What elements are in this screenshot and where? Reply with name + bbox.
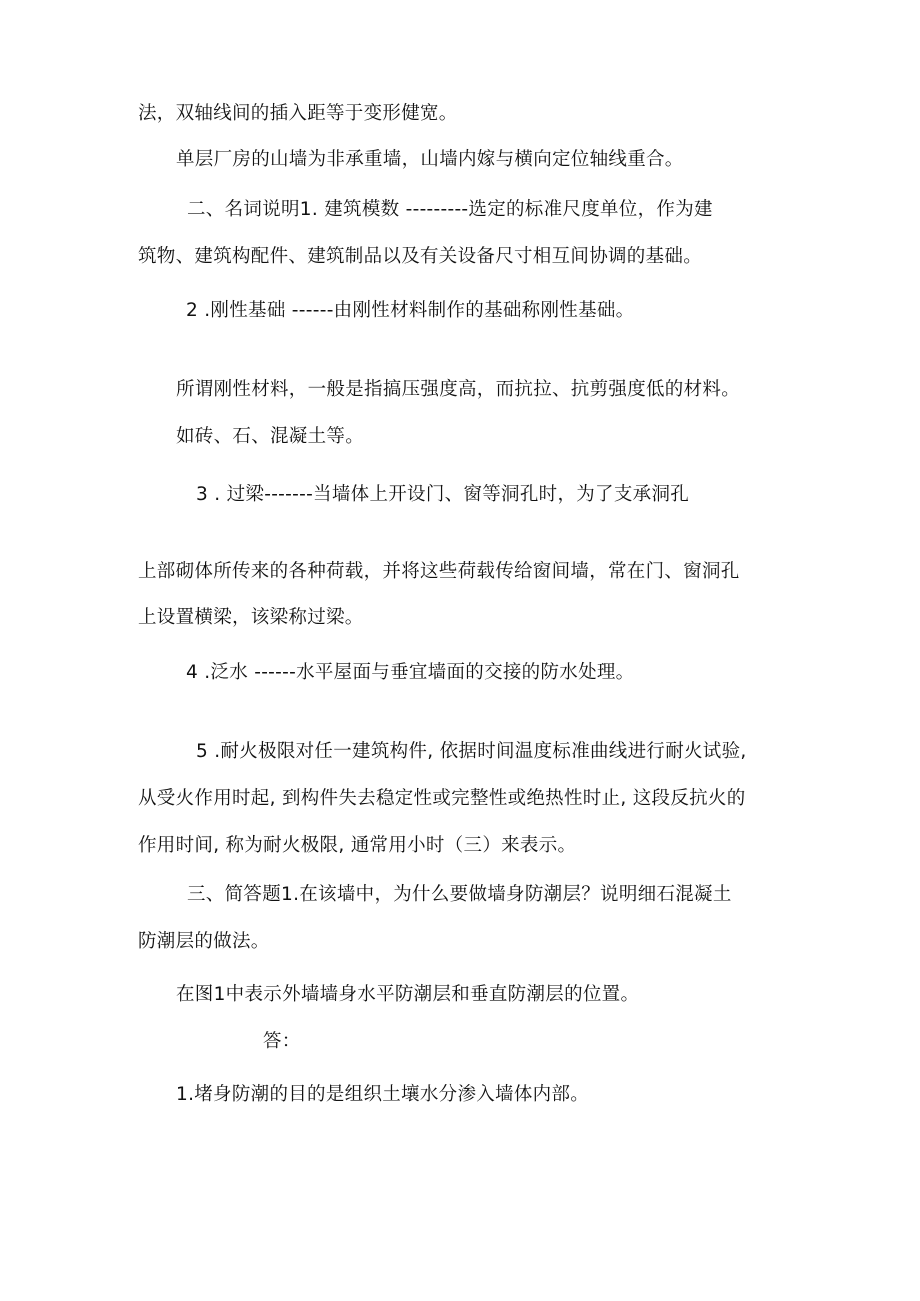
text-line-13: 从受火作用时起, 到构件失去稳定性或完整性或绝热性时止, 这段反抗火的 — [138, 788, 746, 809]
text-line-17: 在图1中表示外墙墙身水平防潮层和垂直防潮层的位置。 — [176, 984, 640, 1005]
text-line-10: 上设置横梁，该梁称过梁。 — [138, 607, 364, 628]
text-line-16: 防潮层的做法。 — [138, 931, 270, 952]
text-line-2: 单层厂房的山墙为非承重墙，山墙内嫁与横向定位轴线重合。 — [176, 149, 684, 170]
answer-label: 答： — [263, 1031, 301, 1052]
definition-flashing: 4 .泛水 ------水平屋面与垂宜墙面的交接的防水处理。 — [186, 662, 635, 683]
text-line-19: 1.堵身防潮的目的是组织土壤水分渗入墙体内部。 — [176, 1084, 590, 1105]
definition-rigid-foundation: 2 .刚性基础 ------由刚性材料制作的基础称刚性基础。 — [186, 300, 635, 321]
text-line-4: 筑物、建筑构配件、建筑制品以及有关设备尺寸相互间协调的基础。 — [138, 246, 703, 267]
definition-lintel: 3 . 过梁-------当墙体上开设门、窗等洞孔时，为了支承洞孔 — [196, 484, 690, 505]
text-line-7: 如砖、石、混凝土等。 — [176, 426, 365, 447]
section-heading-definitions: 二、名词说明1. 建筑模数 ---------选定的标准尺度单位，作为建 — [187, 199, 713, 220]
definition-fire-resistance: 5 .耐火极限对任一建筑构件, 依据时间温度标准曲线进行耐火试验, — [196, 741, 747, 762]
text-line-1: 法，双轴线间的插入距等于变形健宽。 — [138, 103, 458, 124]
text-line-9: 上部砌体所传来的各种荷载，并将这些荷载传给窗间墙，常在门、窗洞孔 — [138, 561, 740, 582]
text-line-6: 所谓刚性材料，一般是指搞压强度高，而抗拉、抗剪强度低的材料。 — [176, 379, 741, 400]
text-line-14: 作用时间, 称为耐火极限, 通常用小时（三）来表示。 — [138, 835, 577, 856]
section-heading-short-answer: 三、简答题1.在该墙中，为什么要做墙身防潮层？说明细石混凝土 — [187, 884, 732, 905]
